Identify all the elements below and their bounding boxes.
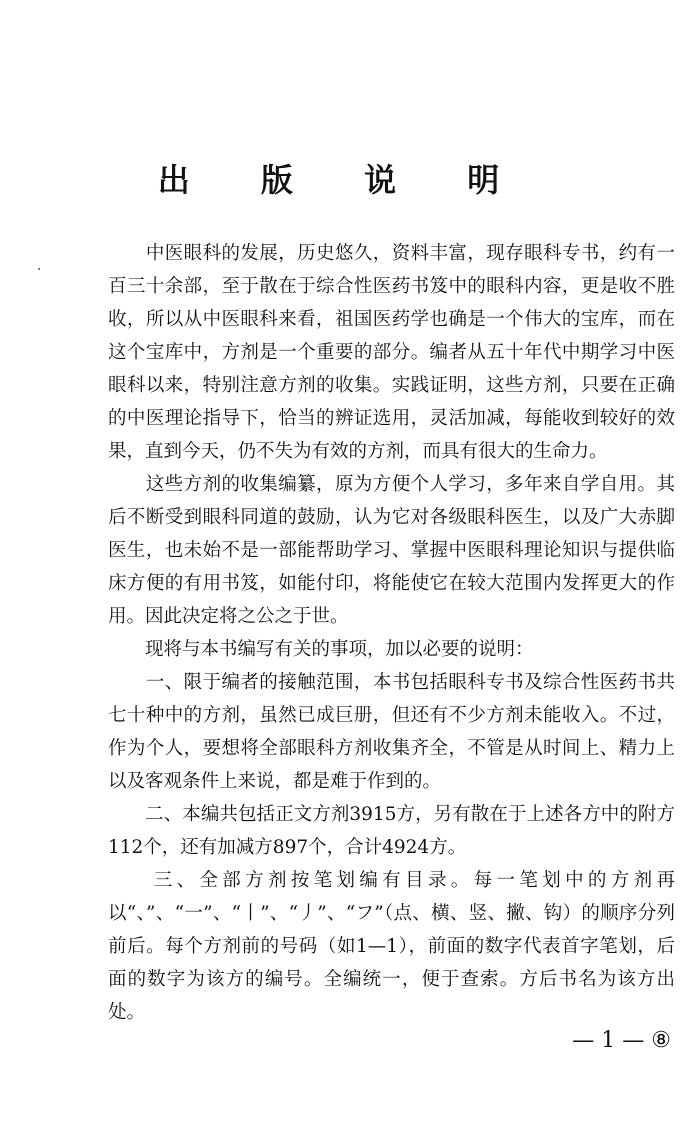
paragraph-text: 现将与本书编写有关的事项，加以必要的说明： [145,639,534,660]
paragraph [108,468,675,633]
paragraph-text: 一、限于编者的接触范围，本书包括眼科专书及综合性医药书共七十种中的方剂，虽然已成巨册，但还有不少方剂未能收入。不过，作为个人，要想将全部眼科方剂收集齐全，不管是从时间上、精力上以及客观条件上来说，都是难于作到的。 [108,672,675,792]
paragraph-text: 中医眼科的发展，历史悠久，资料丰富，现存眼科专书，约有一百三十余部，至于散在于综合性医药书笈中的眼科内容，更是收不胜收，所以从中医眼科来看，祖国医药学也确是一个伟大的宝库，而在这个宝库中，方剂是一个重要的部分。编者从五十年代中期学习中医眼科以来，特别注意方剂的收集。实践证明，这些方剂，只要在正确的中医理论指导下，恰当的辨证选用，灵活加减，每能收到较好的效果，直到今天，仍不失为有效的方剂，而具有很大的生命力。 [108,243,675,462]
body-text [108,237,675,1029]
paragraph-text: 二、本编共包括正文方剂3915方，另有散在于上述各方中的附方112个，还有加减方897个，合计4924方。 [108,804,675,858]
paragraph [108,237,675,468]
page-title: 出 版 说 明 [157,161,530,199]
margin-mark [38,268,40,270]
paragraph-text: 三、全部方剂按笔划编有目录。每一笔划中的方剂再以“、”、“一”、“丨”、“丿”、“フ”（点、横、竖、撇、钩）的顺序分列前后。每个方剂前的号码（如1—1），前面的数字代表首字笔划，后面的数字为该方的编号。全编统一，便于查索。方后书名为该方出处。 [108,870,675,1023]
paragraph [108,666,675,798]
paragraph [108,864,675,1029]
paragraph-text: 这些方剂的收集编纂，原为方便个人学习，多年来自学自用。其后不断受到眼科同道的鼓励，认为它对各级眼科医生，以及广大赤脚医生，也未始不是一部能帮助学习、掌握中医眼科理论知识与提供临床方便的有用书笈，如能付印，将能使它在较大范围内发挥更大的作用。因此决定将之公之于世。 [108,474,675,627]
page-number: — 1 — ⑧ [572,1028,671,1053]
paragraph [108,633,675,666]
paragraph [108,798,675,864]
